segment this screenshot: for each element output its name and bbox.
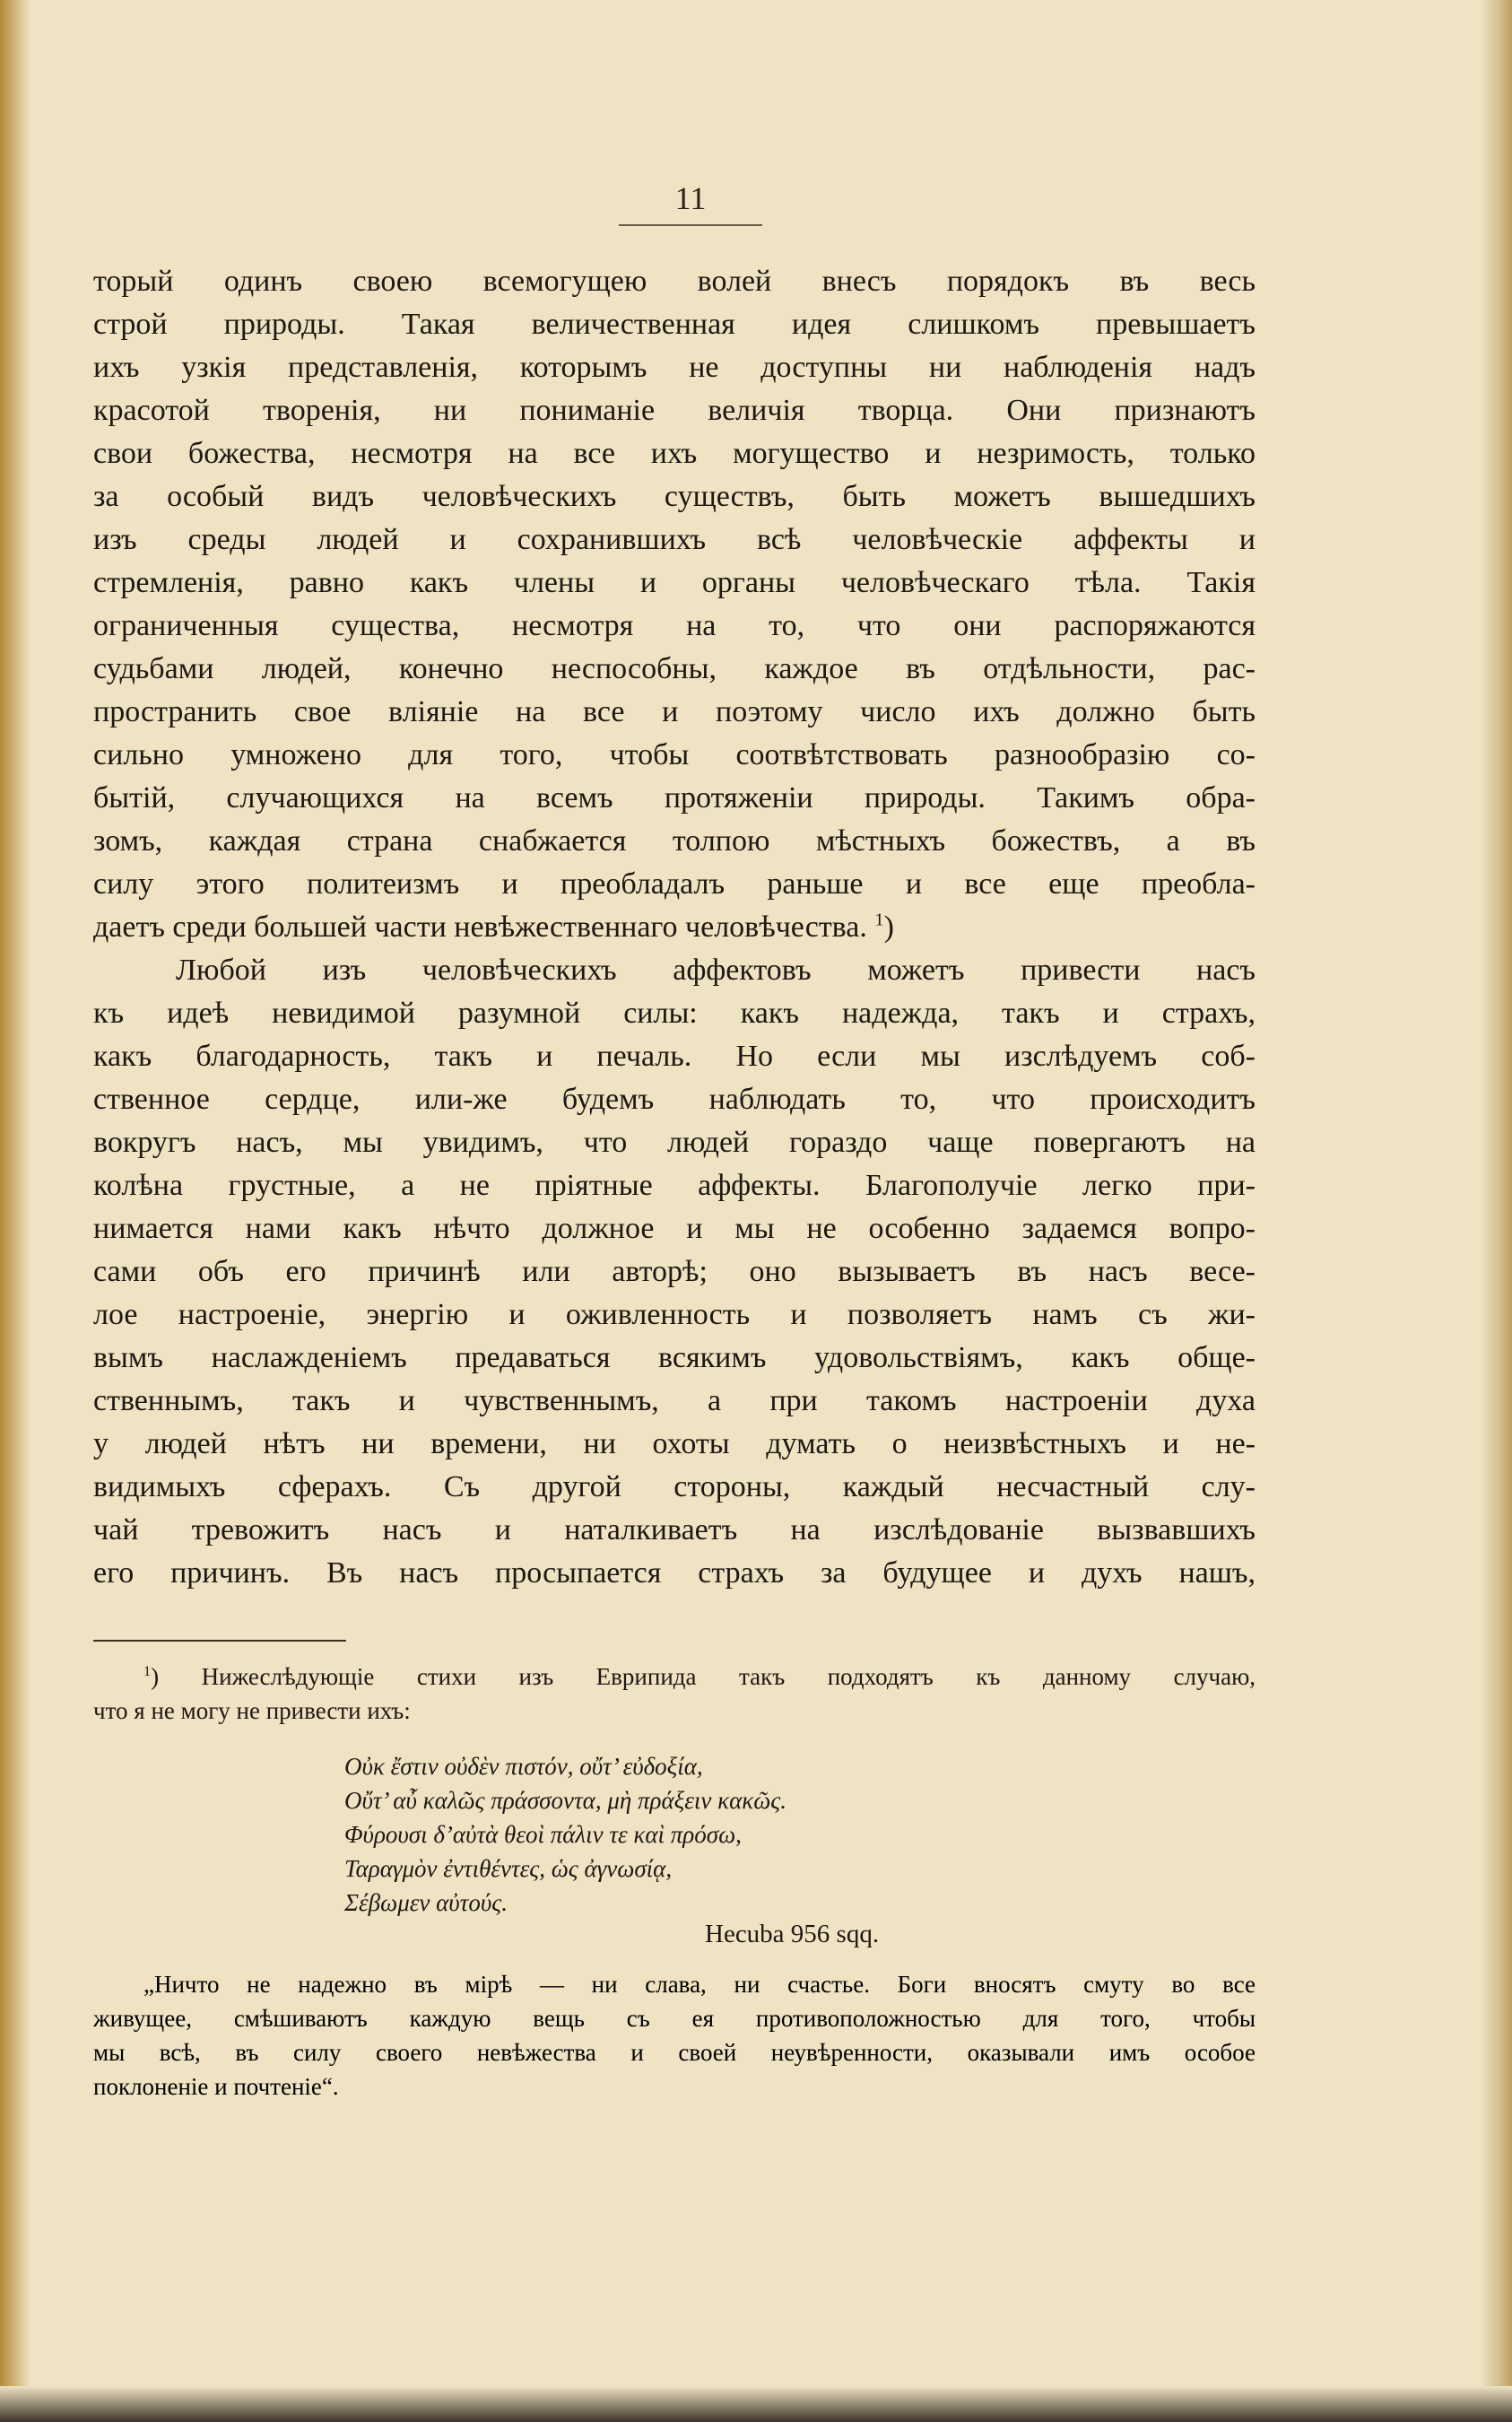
- footnote-reference-paren: ): [883, 910, 894, 944]
- greek-verse-line: Οὐκ ἔστιν οὐδὲν πιστόν, οὔτ’ εὐδοξία,: [344, 1753, 703, 1780]
- footnote-marker: [143, 1663, 151, 1679]
- text-line: сильно умножено для того, чтобы соотвѣтствовать разнообразію со-: [93, 738, 1256, 771]
- greek-verse-line: Φύρουσι δ’αὐτὰ θεοὶ πάλιν τε καὶ πρόσω,: [344, 1821, 742, 1848]
- quotation-source: Hecuba 956 sqq.: [705, 1920, 880, 1948]
- greek-verse-line: Σέβωμεν αὐτούς.: [344, 1889, 508, 1916]
- page-bottom-edge: [0, 2386, 1512, 2422]
- footnote: [93, 1660, 1256, 1728]
- greek-quotation: [344, 1749, 1151, 1920]
- text-line: вымъ наслажденіемъ предаваться всякимъ удовольствіямъ, какъ обще-: [93, 1341, 1256, 1374]
- translation-line: живущее, смѣшиваютъ каждую вещь съ ея противоположностью для того, чтобы: [93, 2005, 1256, 2032]
- text-line: стремленія, равно какъ члены и органы человѣческаго тѣла. Такія: [93, 566, 1256, 599]
- text-line: силу этого политеизмъ и преобладалъ раньше и все еще преобла-: [93, 867, 1256, 901]
- text-line: чай тревожитъ насъ и наталкиваетъ на изслѣдованіе вызвавшихъ: [93, 1513, 1256, 1546]
- page-right-edge: [1480, 0, 1512, 2422]
- footnote-rule: [93, 1640, 346, 1642]
- main-text: [93, 260, 1256, 1595]
- footnote-marker-number: 1: [143, 1663, 152, 1679]
- footnote-line-content: Нижеслѣдующіе стихи изъ Еврипида такъ подходятъ къ данному случаю,: [201, 1663, 1256, 1690]
- text-line: ственное сердце, или-же будемъ наблюдать то, что происходитъ: [93, 1083, 1256, 1116]
- text-line: его причинъ. Въ насъ просыпается страхъ за будущее и духъ нашъ,: [93, 1556, 1256, 1590]
- text-line: торый одинъ своею всемогущею волей внесъ порядокъ въ весь: [93, 265, 1256, 298]
- text-line: судьбами людей, конечно неспособны, каждое въ отдѣльности, рас-: [93, 652, 1256, 685]
- text-line: ограниченныя существа, несмотря на то, что они распоряжаются: [93, 609, 1256, 642]
- text-line: строй природы. Такая величественная идея слишкомъ превышаетъ: [93, 308, 1256, 341]
- text-line: бытій, случающихся на всемъ протяженіи природы. Такимъ обра-: [93, 781, 1256, 815]
- paragraph-first-line: Любой изъ человѣческихъ аффектовъ можетъ привести насъ: [176, 954, 1256, 987]
- text-line: колѣна грустные, а не пріятные аффекты. Благополучіе легко при-: [93, 1169, 1256, 1202]
- quotation-translation: [93, 1967, 1256, 2104]
- text-line: изъ среды людей и сохранившихъ всѣ человѣческіе аффекты и: [93, 523, 1256, 556]
- text-line: пространить свое вліяніе на все и поэтому число ихъ должно быть: [93, 695, 1256, 728]
- translation-line: „Ничто не надежно въ мірѣ — ни слава, ни счастье. Боги вносятъ смуту во все: [143, 1971, 1256, 1998]
- footnote-reference: [874, 910, 883, 930]
- text-line: за особый видъ человѣческихъ существъ, быть можетъ вышедшихъ: [93, 480, 1256, 513]
- text-line: вокругъ насъ, мы увидимъ, что людей гораздо чаще повергаютъ на: [93, 1126, 1256, 1159]
- translation-line: поклоненіе и почтеніе“.: [93, 2073, 339, 2100]
- greek-verse-line: Ταραγμὸν ἐντιθέντες, ὡς ἀγνωσίᾳ,: [344, 1855, 673, 1882]
- text-line: сами объ его причинѣ или авторѣ; оно вызываетъ въ насъ весе-: [93, 1255, 1256, 1288]
- footnote-line: что я не могу не привести ихъ:: [93, 1697, 411, 1724]
- footnote-marker-paren: ): [151, 1663, 160, 1690]
- footnote-first-line: [93, 1660, 1256, 1694]
- text-line: ихъ узкія представленія, которымъ не доступны ни наблюденія надъ: [93, 351, 1256, 384]
- text-line: зомъ, каждая страна снабжается толпою мѣстныхъ божествъ, а въ: [93, 824, 1256, 858]
- text-line: какъ благодарность, такъ и печаль. Но если мы изслѣдуемъ соб-: [93, 1040, 1256, 1073]
- text-line: нимается нами какъ нѣчто должное и мы не особенно задаемся вопро-: [93, 1212, 1256, 1245]
- text-line: ственнымъ, такъ и чувственнымъ, а при такомъ настроеніи духа: [93, 1384, 1256, 1417]
- text-line-with-footnote: [93, 906, 1256, 949]
- text-line: видимыхъ сферахъ. Съ другой стороны, каждый несчастный слу-: [93, 1470, 1256, 1503]
- page-number-rule: [619, 224, 762, 226]
- text-line: красотой творенія, ни пониманіе величія творца. Они признаютъ: [93, 394, 1256, 427]
- page-number: 11: [674, 180, 707, 216]
- translation-line: мы всѣ, въ силу своего невѣжества и своей неувѣренности, оказывали имъ особое: [93, 2039, 1256, 2066]
- text-line: къ идеѣ невидимой разумной силы: какъ надежда, такъ и страхъ,: [93, 997, 1256, 1030]
- text-line-content: даетъ среди большей части невѣжественнаго человѣчества.: [93, 910, 867, 944]
- text-line: свои божества, несмотря на все ихъ могущество и незримость, только: [93, 437, 1256, 470]
- page-spine-shadow: [0, 0, 30, 2422]
- greek-verse-line: Οὔτ’ αὖ καλῶς πράσσοντα, μὴ πράξειν κακῶς.: [344, 1787, 786, 1814]
- text-line: у людей нѣтъ ни времени, ни охоты думать о неизвѣстныхъ и не-: [93, 1427, 1256, 1460]
- footnote-reference-number: 1: [874, 910, 884, 930]
- text-line: лое настроеніе, энергію и оживленность и позволяетъ намъ съ жи-: [93, 1298, 1256, 1331]
